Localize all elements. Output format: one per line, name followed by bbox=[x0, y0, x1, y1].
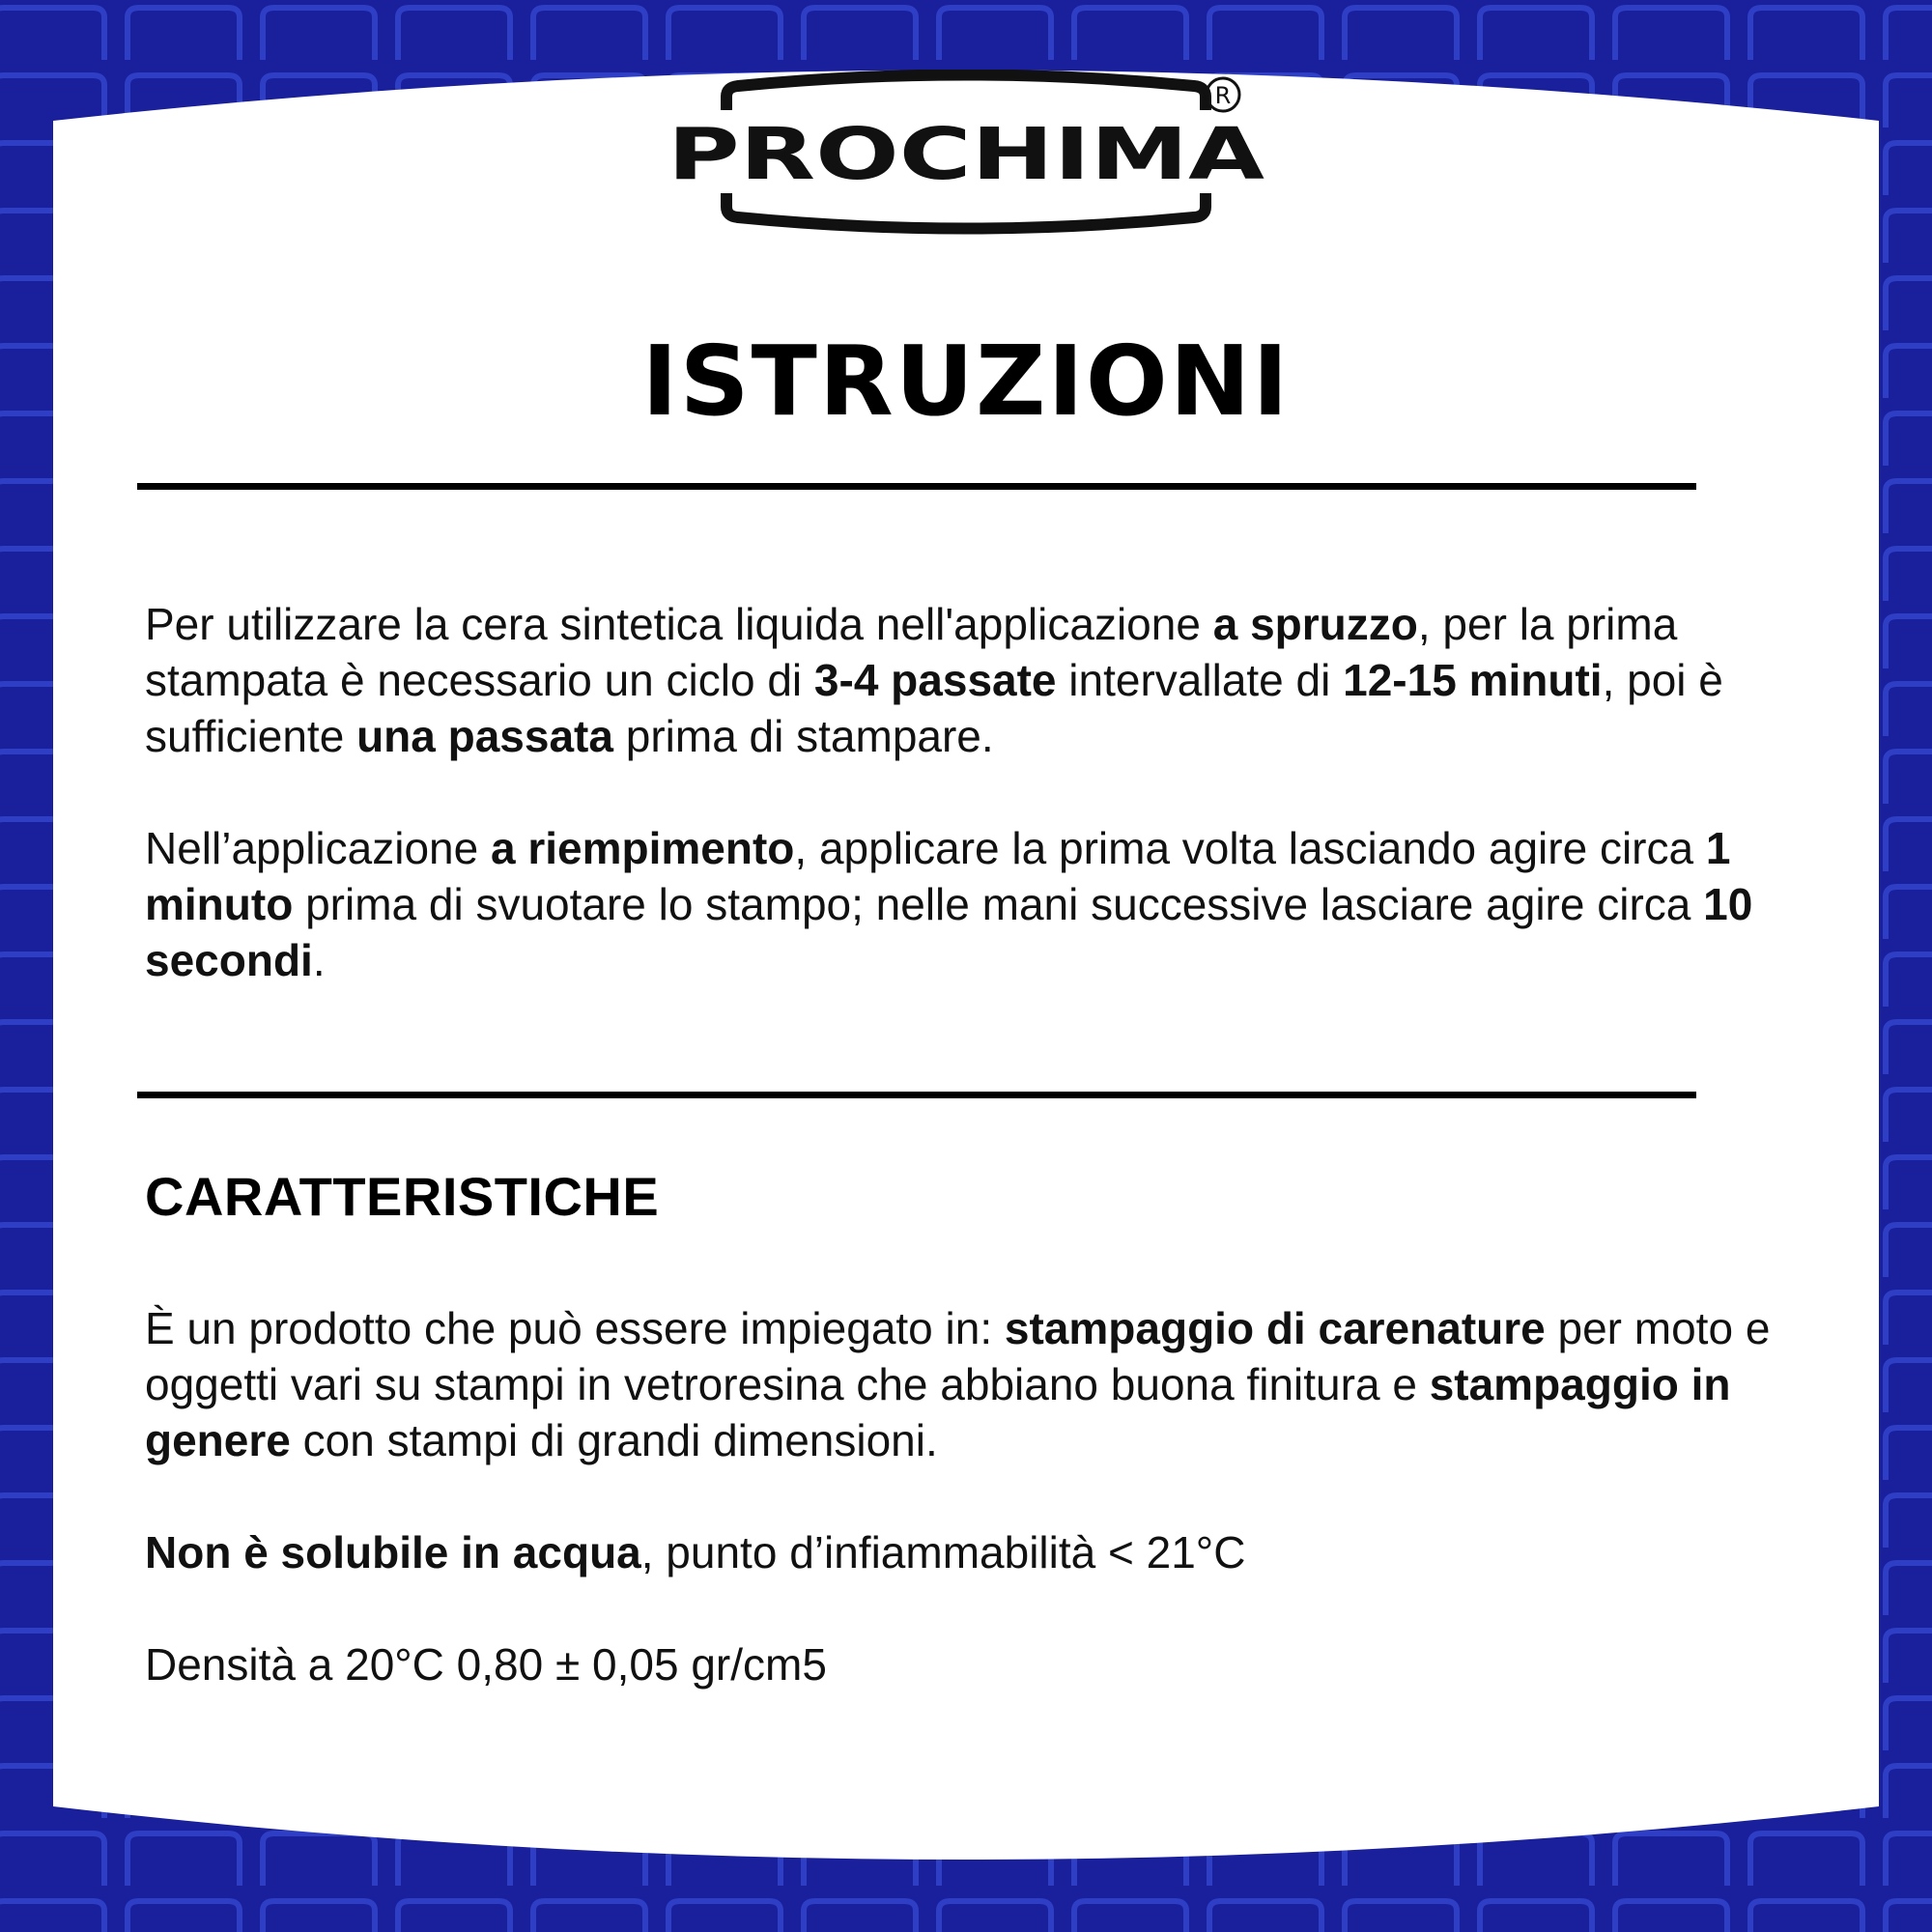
usage-paragraph: È un prodotto che può essere impiegato in: stampaggio di carenature per moto e oggetti vari su stampi in vetroresina che abbiano buona finitura e stampaggio in genere con stampi di grandi dimensioni. bbox=[145, 1303, 1771, 1465]
registered-mark: R bbox=[1214, 82, 1232, 109]
solubility-paragraph: Non è solubile in acqua, punto d’infiammabilità < 21°C bbox=[145, 1527, 1246, 1577]
divider-middle bbox=[137, 1092, 1696, 1098]
prochima-logo bbox=[657, 70, 1275, 243]
density-paragraph: Densità a 20°C 0,80 ± 0,05 gr/cm5 bbox=[145, 1639, 827, 1690]
spray-paragraph: Per utilizzare la cera sintetica liquida nell'applicazione a spruzzo, per la prima stampata è necessario un ciclo di 3-4 passate intervallate di 12-15 minuti, poi è sufficiente una passata prima di stampare. bbox=[145, 599, 1723, 761]
features-body bbox=[145, 1300, 1826, 1748]
divider-top bbox=[137, 483, 1696, 490]
instructions-body bbox=[145, 596, 1826, 1044]
instructions-title: ISTRUZIONI bbox=[641, 325, 1291, 438]
logo-wordmark: PROCHIMA bbox=[668, 113, 1264, 196]
fill-paragraph: Nell’applicazione a riempimento, applicare la prima volta lasciando agire circa 1 minuto prima di svuotare lo stampo; nelle mani successive lasciare agire circa 10 secondi. bbox=[145, 823, 1753, 985]
features-title: CARATTERISTICHE bbox=[145, 1166, 660, 1227]
